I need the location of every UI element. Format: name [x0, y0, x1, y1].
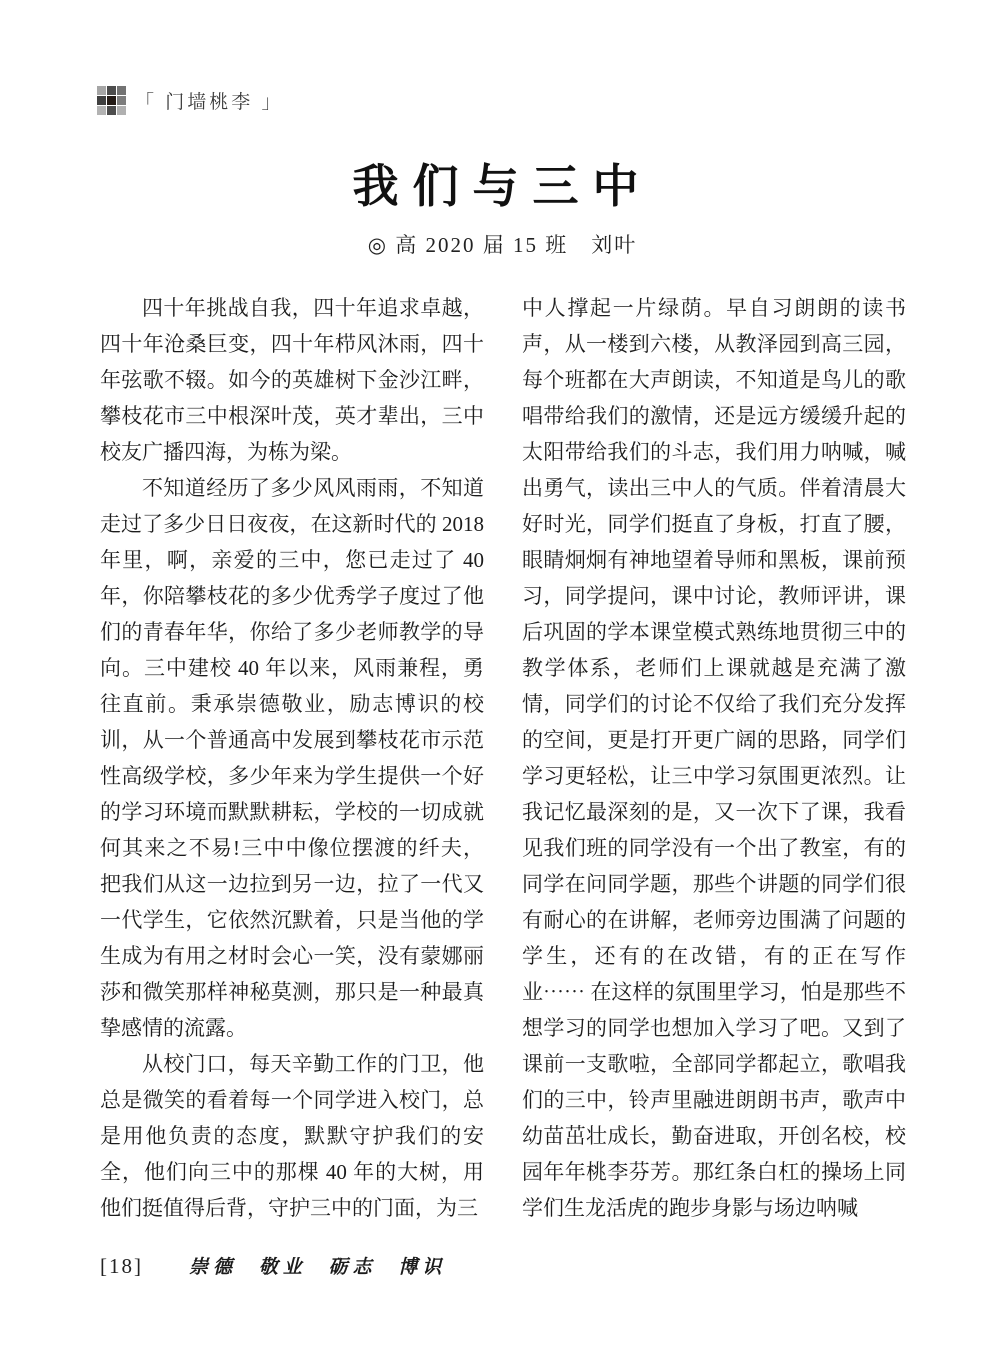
right-column — [522, 290, 906, 1226]
page-number: [18] — [100, 1254, 143, 1278]
paragraph-2: 不知道经历了多少风风雨雨，不知道走过了多少日日夜夜，在这新时代的 2018 年里，啊，亲爱的三中，您已走过了 40 年，你陪攀枝花的多少优秀学子度过了他们的青春年华，你给了多少老师教学的导向。三中建校 40 年以来，风雨兼程，勇往直前。秉承崇德敬业，励志博识的校训，从一个普通高中发展到攀枝花市示范性高级学校，多少年来为学生提供一个好的学习环境而默默耕耘，学校的一切成就何其来之不易!三中中像位摆渡的纤夫，把我们从这一边拉到另一边，拉了一代又一代学生，它依然沉默着，只是当他的学生成为有用之材时会心一笑，没有蒙娜丽莎和微笑那样神秘莫测，那只是一种最真挚感情的流露。 — [100, 476, 484, 1040]
page-header — [97, 86, 284, 115]
left-column — [100, 290, 484, 1226]
article-body — [100, 290, 906, 1226]
paragraph-3: 从校门口，每天辛勤工作的门卫，他总是微笑的看着每一个同学进入校门，总是用他负责的态度，默默守护我们的安全，他们向三中的那棵 40 年的大树，用他们挺值得后背，守护三中的门面，为三 — [100, 1052, 484, 1220]
checker-grid-icon — [97, 86, 126, 115]
section-label: 「 门墙桃李 」 — [135, 92, 284, 113]
paragraph-1: 四十年挑战自我，四十年追求卓越，四十年沧桑巨变，四十年栉风沐雨，四十年弦歌不辍。如今的英雄树下金沙江畔，攀枝花市三中根深叶茂，英才辈出，三中校友广播四海，为栋为梁。 — [100, 296, 484, 464]
article-title: 我们与三中 — [352, 161, 653, 212]
page-footer — [100, 1252, 446, 1279]
footer-motto: 崇德 敬业 砺志 博识 — [189, 1257, 447, 1278]
article-byline: ◎ 高 2020 届 15 班 刘叶 — [367, 233, 638, 257]
paragraph-3-continued: 中人撑起一片绿荫。早自习朗朗的读书声，从一楼到六楼，从教泽园到高三园，每个班都在大声朗读，不知道是鸟儿的歌唱带给我们的激情，还是远方缓缓升起的太阳带给我们的斗志，我们用力呐喊，喊出勇气，读出三中人的气质。伴着清晨大好时光，同学们挺直了身板，打直了腰，眼睛炯炯有神地望着导师和黑板，课前预习，同学提问，课中讨论，教师评讲，课后巩固的学本课堂模式熟练地贯彻三中的教学体系，老师们上课就越是充满了激情，同学们的讨论不仅给了我们充分发挥的空间，更是打开更广阔的思路，同学们学习更轻松，让三中学习氛围更浓烈。让我记忆最深刻的是，又一次下了课，我看见我们班的同学没有一个出了教室，有的同学在问同学题，那些个讲题的同学们很有耐心的在讲解，老师旁边围满了问题的学生，还有的在改错，有的正在写作业⋯⋯ 在这样的氛围里学习，怕是那些不想学习的同学也想加入学习了吧。又到了课前一支歌啦，全部同学都起立，歌唱我们的三中，铃声里融进朗朗书声，歌声中幼苗茁壮成长，勤奋进取，开创名校，校园年年桃李芬芳。那红条白杠的操场上同学们生龙活虎的跑步身影与场边呐喊 — [522, 296, 906, 1220]
